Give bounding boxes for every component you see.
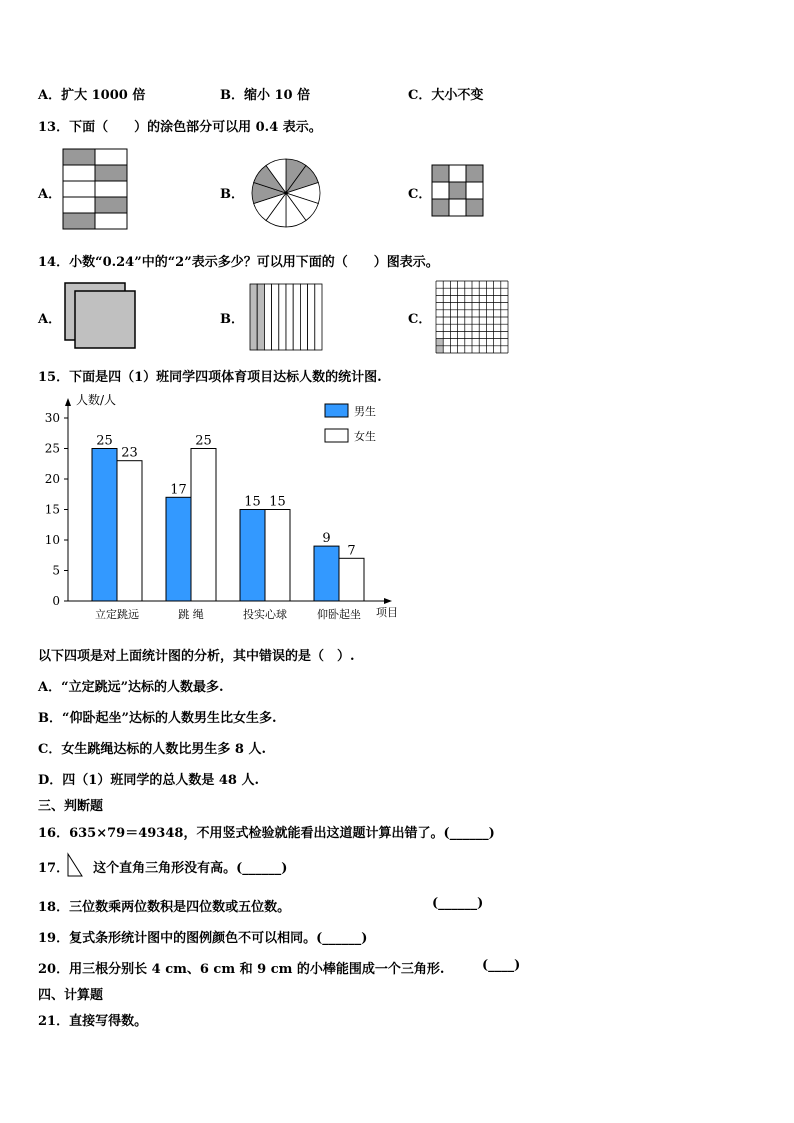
chart-x-tick-label: 立定跳远 — [95, 608, 139, 621]
q13-label-c: C． — [408, 187, 432, 202]
strip-cell — [264, 284, 271, 350]
section-4-heading: 四、计算题 — [38, 988, 104, 1003]
chart-bar — [240, 510, 265, 602]
q13-grid-figure-a — [63, 149, 129, 231]
q20-text: 20．用三根分别长 4 cm、6 cm 和 9 cm 的小棒能围成一个三角形. — [38, 962, 445, 977]
strip-cell — [315, 284, 322, 350]
q14-label-c: C． — [408, 312, 432, 327]
q14-strips-figure-b — [249, 283, 323, 351]
q14-label-a: A． — [38, 312, 62, 327]
q14-label-b: B． — [220, 312, 244, 327]
chart-y-axis-label: 人数/人 — [76, 393, 117, 407]
legend-swatch — [325, 404, 348, 417]
chart-bar — [117, 461, 142, 601]
chart-bar — [339, 558, 364, 601]
q18-answer-paren[interactable]: (______) — [432, 896, 484, 911]
chart-y-tick-label: 25 — [44, 441, 60, 456]
q15-option-c: C．女生跳绳达标的人数比男生多 8 人. — [38, 742, 266, 757]
q13-stem: 13．下面（ ）的涂色部分可以用 0.4 表示。 — [38, 120, 322, 135]
q14-hundred-grid-figure-c — [435, 280, 509, 352]
q15-bar-chart — [30, 388, 410, 628]
chart-data-label: 15 — [269, 494, 286, 510]
chart-bar — [92, 449, 117, 602]
chart-y-tick-label: 15 — [44, 502, 60, 517]
chart-y-tick-label: 20 — [44, 472, 60, 486]
q13-label-b: B． — [220, 187, 244, 202]
chart-x-axis-label: 项目 — [376, 606, 398, 619]
chart-bar — [191, 449, 216, 602]
q15-option-b: B．“仰卧起坐”达标的人数男生比女生多. — [38, 711, 277, 726]
q13-label-a: A． — [38, 187, 62, 202]
q12-option-c: C．大小不变 — [408, 88, 484, 103]
chart-y-tick-label: 5 — [52, 563, 60, 578]
q21-text: 21．直接写得数。 — [38, 1014, 148, 1029]
q15-option-a: A．“立定跳远”达标的人数最多. — [38, 680, 224, 695]
legend-swatch — [325, 429, 348, 442]
right-triangle-icon — [66, 852, 84, 878]
q15-question: 以下四项是对上面统计图的分析，其中错误的是（ ）. — [38, 649, 355, 664]
chart-y-tick-label: 0 — [52, 594, 60, 608]
strip-cell — [272, 284, 279, 350]
chart-x-tick-label: 仰卧起坐 — [317, 608, 361, 621]
q15-option-d: D．四（1）班同学的总人数是 48 人. — [38, 773, 259, 788]
strip-cell — [308, 284, 315, 350]
chart-data-label: 23 — [121, 445, 138, 461]
q14-stem: 14．小数“0.24”中的“2”表示多少？可以用下面的（ ）图表示。 — [38, 255, 439, 270]
chart-bar — [314, 546, 339, 601]
q18-text: 18．三位数乘两位数积是四位数或五位数。 — [38, 900, 291, 915]
chart-x-tick-label: 跳 绳 — [178, 608, 204, 621]
strip-cell — [257, 284, 264, 350]
chart-y-tick-label: 10 — [44, 533, 60, 547]
strip-cell — [300, 284, 307, 350]
chart-data-label: 25 — [195, 433, 212, 449]
chart-data-label: 15 — [244, 494, 261, 510]
strip-cell — [293, 284, 300, 350]
chart-data-label: 7 — [347, 543, 356, 559]
q20-answer-paren[interactable]: (____) — [482, 958, 521, 973]
chart-x-tick-label: 投实心球 — [243, 608, 287, 621]
q13-grid-figure-c — [432, 165, 484, 217]
chart-data-label: 17 — [170, 482, 187, 498]
legend-label: 男生 — [354, 405, 376, 418]
legend-label: 女生 — [354, 430, 376, 443]
strip-cell — [286, 284, 293, 350]
strip-cell — [279, 284, 286, 350]
q16-text: 16．635×79＝49348，不用竖式检验就能看出这道题计算出错了。(______) — [38, 826, 495, 841]
q13-circle-figure-b — [250, 157, 322, 229]
chart-data-label: 25 — [96, 433, 113, 449]
strip-cell — [250, 284, 257, 350]
chart-bar — [166, 497, 191, 601]
q19-text: 19．复式条形统计图中的图例颜色不可以相同。(______) — [38, 931, 368, 946]
q12-option-a: A．扩大 1000 倍 — [38, 88, 146, 103]
section-3-heading: 三、判断题 — [38, 799, 104, 814]
q15-stem: 15．下面是四（1）班同学四项体育项目达标人数的统计图. — [38, 370, 382, 385]
q17-text: 17． 这个直角三角形没有高。(______) — [38, 861, 288, 876]
q12-option-b: B．缩小 10 倍 — [220, 88, 311, 103]
q14-squares-figure-a — [64, 282, 138, 350]
chart-bar — [265, 510, 290, 602]
chart-y-tick-label: 30 — [44, 411, 60, 425]
chart-data-label: 9 — [322, 531, 331, 547]
